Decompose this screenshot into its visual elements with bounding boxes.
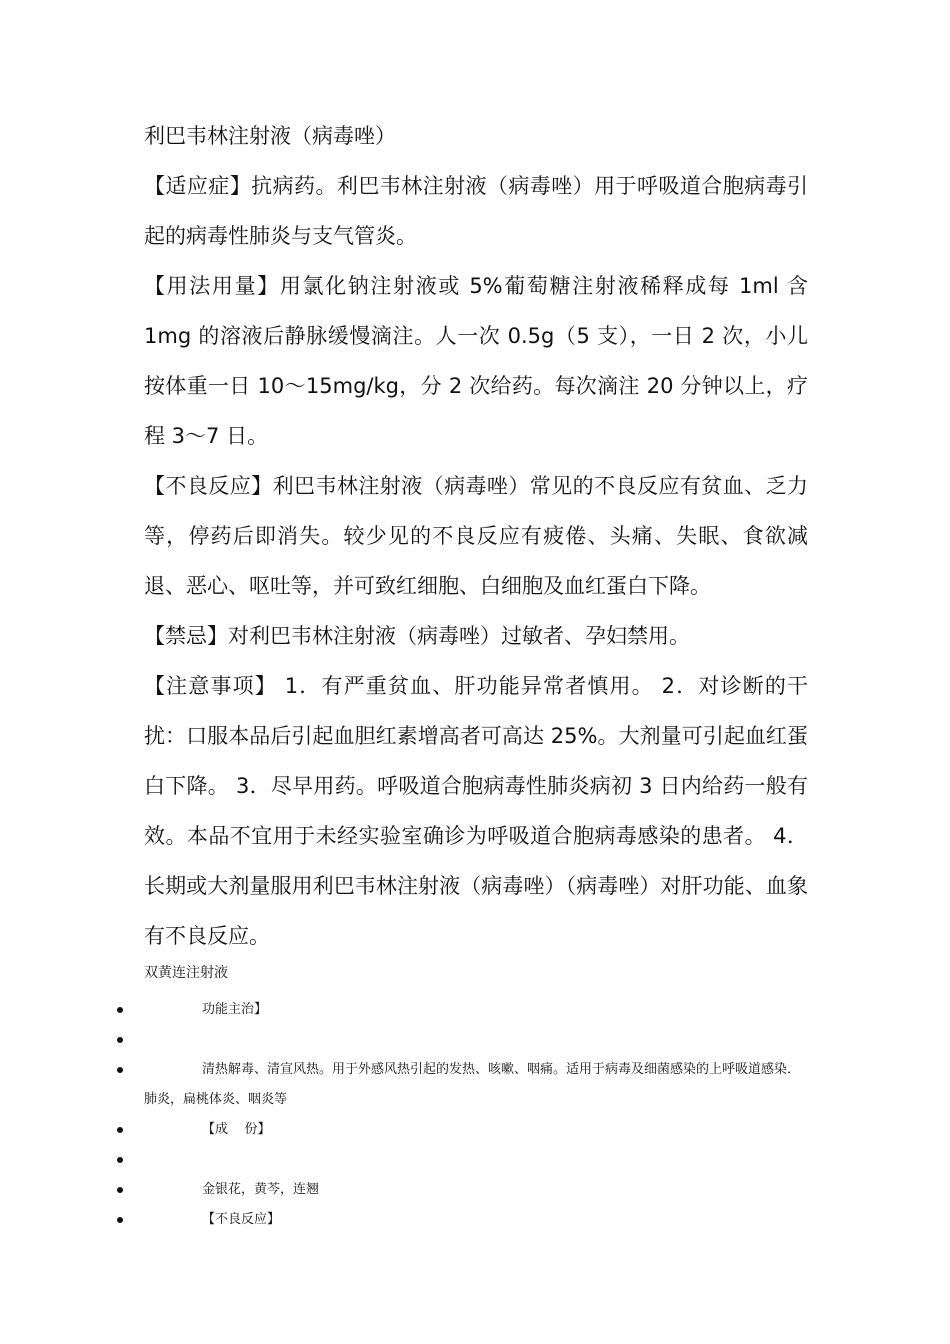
contraindications-paragraph: 【禁忌】对利巴韦林注射液（病毒唑）过敏者、孕妇禁用。 xyxy=(144,624,690,648)
bullet-dot xyxy=(117,1037,123,1043)
bullet-dot xyxy=(117,1157,123,1163)
bullet-dot xyxy=(117,1127,123,1133)
adverse-reactions-paragraph: 【不良反应】利巴韦林注射液（病毒唑）常见的不良反应有贫血、乏力等，停药后即消失。较少见的不良反应有疲倦、头痛、失眠、食欲减退、恶心、呕吐等，并可致红细胞、白细胞及血红蛋白下降。 xyxy=(144,474,808,598)
bullet-dot xyxy=(117,1067,123,1073)
bullet-dot xyxy=(117,1187,123,1193)
indications-paragraph: 【适应症】抗病药。利巴韦林注射液（病毒唑）用于呼吸道合胞病毒引起的病毒性肺炎与支气管炎。 xyxy=(144,174,808,248)
bullet-item: 金银花，黄芩，连翘 xyxy=(202,1182,320,1197)
dosage-paragraph: 【用法用量】用氯化钠注射液或 5%葡萄糖注射液稀释成每 1ml 含 1mg 的溶液后静脉缓慢滴注。人一次 0.5g（5 支），一日 2 次，小儿按体重一日 10～15mg/kg，分 2 次给药。每次滴注 20 分钟以上，疗程 3～7 日。 xyxy=(144,274,808,448)
bullet-item: 清热解毒、清宣风热。用于外感风热引起的发热、咳嗽、咽痛。适用于病毒及细菌感染的上呼吸道感染．肺炎，扁桃体炎、咽炎等 xyxy=(144,1062,801,1107)
bullet-item: 功能主治】 xyxy=(202,1002,268,1017)
drug-title: 利巴韦林注射液（病毒唑） xyxy=(144,124,396,148)
bullet-item: 【不良反应】 xyxy=(202,1212,281,1227)
bullet-dot xyxy=(117,1217,123,1223)
bullet-dot xyxy=(117,1007,123,1013)
bullet-item: 【成 份】 xyxy=(202,1122,271,1137)
section2-title: 双黄连注射液 xyxy=(144,965,228,981)
precautions-paragraph: 【注意事项】 1．有严重贫血、肝功能异常者慎用。 2．对诊断的干扰：口服本品后引起血胆红素增高者可高达 25%。大剂量可引起血红蛋白下降。 3．尽早用药。呼吸道合胞病毒性肺炎病初 3 日内给药一般有效。本品不宜用于未经实验室确诊为呼吸道合胞病毒感染的患者。 4．长期或大剂量服用利巴韦林注射液（病毒唑）（病毒唑）对肝功能、血象有不良反应。 xyxy=(144,674,808,948)
